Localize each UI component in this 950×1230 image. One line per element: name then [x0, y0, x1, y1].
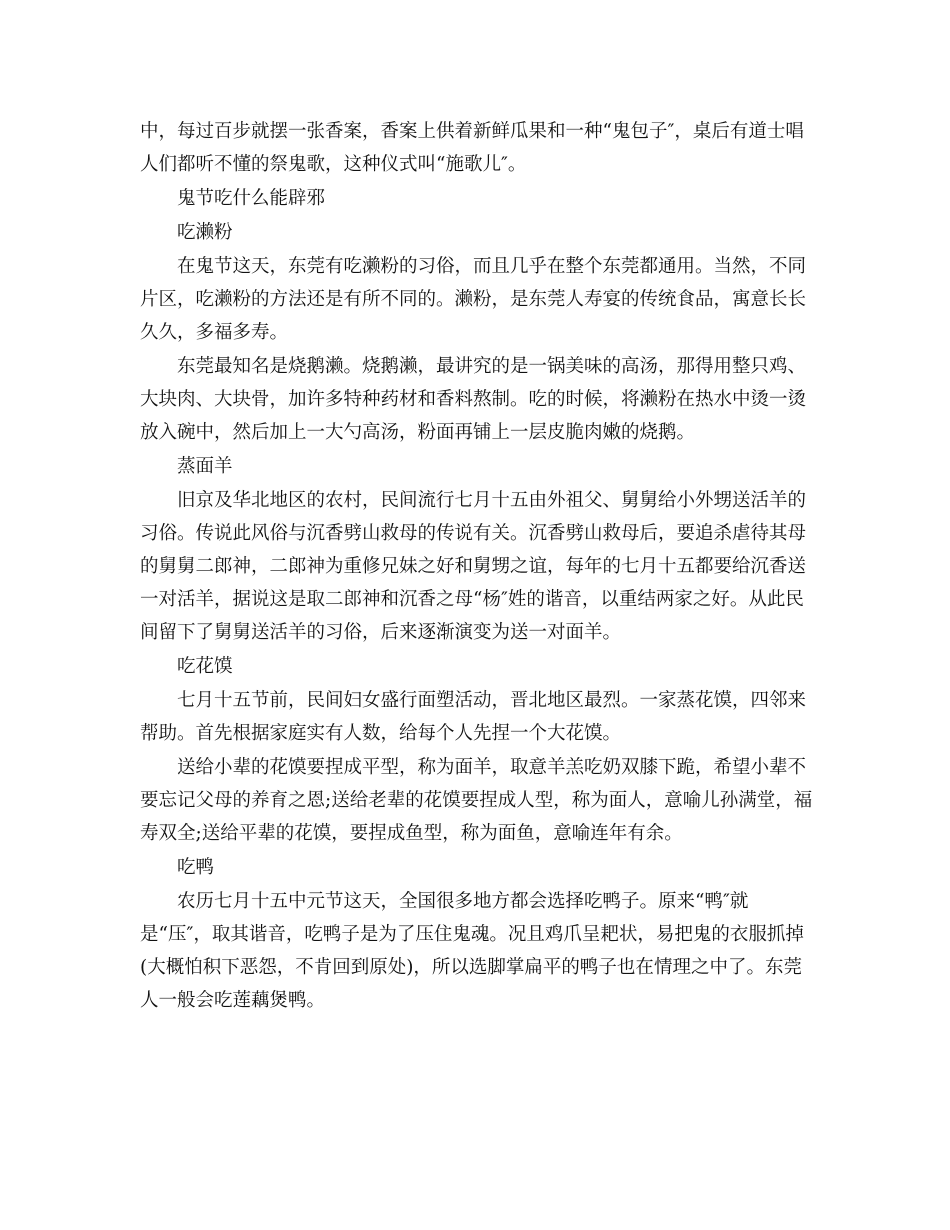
paragraph-roast-goose-lai: 东莞最知名是烧鹅濑。烧鹅濑，最讲究的是一锅美味的高汤，那得用整只鸡、大块肉、大块骨，加许多特种药材和香料熬制。吃的时候，将濑粉在热水中烫一烫放入碗中，然后加上一大勺高汤，粉面再铺上一层皮脆肉嫩的烧鹅。 [140, 356, 807, 443]
heading-steamed-dough-sheep: 蒸面羊 [177, 456, 233, 477]
heading-eat-duck: 吃鸭 [177, 857, 215, 878]
heading-lai-fen: 吃濑粉 [177, 222, 233, 243]
paragraph-lai-fen-custom: 在鬼节这天，东莞有吃濑粉的习俗，而且几乎在整个东莞都通用。当然，不同片区，吃濑粉的方法还是有所不同的。濑粉，是东莞人寿宴的传统食品，寓意长长久久，多福多寿。 [140, 256, 807, 343]
heading-flower-buns: 吃花馍 [177, 656, 233, 677]
heading-ward-off-evil-foods: 鬼节吃什么能辟邪 [177, 188, 326, 209]
paragraph-dough-sculpting: 七月十五节前，民间妇女盛行面塑活动，晋北地区最烈。一家蒸花馍，四邻来帮助。首先根据家庭实有人数，给每个人先捏一个大花馍。 [140, 690, 807, 744]
paragraph-live-sheep-custom: 旧京及华北地区的农村，民间流行七月十五由外祖父、舅舅给小外甥送活羊的习俗。传说此风俗与沉香劈山救母的传说有关。沉香劈山救母后，要追杀虐待其母的舅舅二郎神，二郎神为重修兄妹之好和舅甥之谊，每年的七月十五都要给沉香送一对活羊，据说这是取二郎神和沉香之母“杨″姓的谐音，以重结两家之好。从此民间留下了舅舅送活羊的习俗，后来逐渐演变为送一对面羊。 [140, 490, 807, 643]
paragraph-duck-custom: 农历七月十五中元节这天，全国很多地方都会选择吃鸭子。原来“鸭″就是“压″，取其谐音，吃鸭子是为了压住鬼魂。况且鸡爪呈耙状，易把鬼的衣服抓掉(大概怕积下恶怨，不肯回到原处)，所以选脚掌扁平的鸭子也在情理之中了。东莞人一般会吃莲藕煲鸭。 [140, 891, 804, 1011]
document-body [140, 115, 815, 1018]
paragraph-continuation: 中，每过百步就摆一张香案，香案上供着新鲜瓜果和一种“鬼包子″，桌后有道士唱人们都听不懂的祭鬼歌，这种仪式叫“施歌儿″。 [140, 121, 804, 175]
paragraph-bun-shapes: 送给小辈的花馍要捏成平型，称为面羊，取意羊羔吃奶双膝下跪，希望小辈不要忘记父母的养育之恩;送给老辈的花馍要捏成人型，称为面人，意喻儿孙满堂，福寿双全;送给平辈的花馍，要捏成鱼型，称为面鱼，意喻连年有余。 [140, 757, 813, 844]
